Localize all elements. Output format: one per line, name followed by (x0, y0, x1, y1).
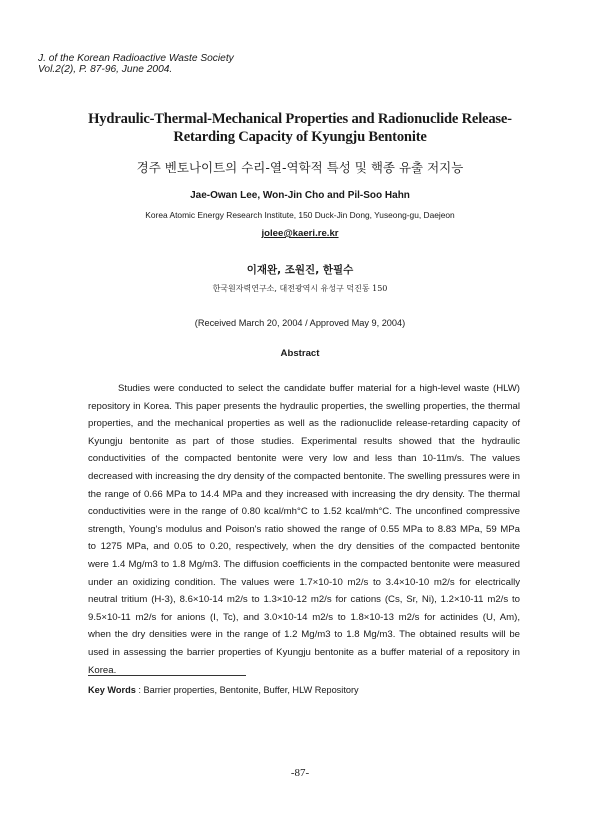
abstract-line: were 1.4 Mg/m3 to 1.8 Mg/m3. The diffusion coefficients in the compacted bentonite were measured (88, 558, 520, 570)
paper-title (40, 110, 560, 146)
abstract-line: conductivities of the compacted bentonite were very low and less than 10-11m/s. The values (88, 453, 520, 465)
abstract-line: 9.5×10-11 m2/s for anions (I, Tc), and 3.0×10-14 m2/s to 1.8×10-13 m2/s for actinides (U, Am), (88, 611, 520, 623)
abstract-line: when the dry densities were in the range of 1.2 Mg/m3 to 1.8 Mg/m3. The obtained results will be (88, 629, 520, 641)
abstract-line: used in assessing the barrier properties of Kyungju bentonite as a buffer material of a repository in (88, 646, 520, 658)
footnote-divider (88, 675, 246, 676)
authors: Jae-Owan Lee, Won-Jin Cho and Pil-Soo Hahn (190, 190, 410, 201)
abstract-line: Studies were conducted to select the candidate buffer material for a high-level waste (HLW) (118, 383, 520, 394)
affiliation: Korea Atomic Energy Research Institute, 150 Duck-Jin Dong, Yuseong-gu, Daejeon (145, 210, 455, 220)
abstract-line: Korea. (88, 664, 117, 676)
abstract-line: under an oxidizing condition. The values were 1.7×10-10 m2/s to 3.4×10-10 m2/s for electrically (88, 576, 520, 588)
email-link[interactable]: jolee@kaeri.re.kr (261, 228, 339, 239)
abstract-line: neutral tritium (H-3), 8.6×10-14 m2/s to 1.3×10-12 m2/s for cations (Cs, Sr, Ni), 1.2×10-11 m2/s to (88, 594, 520, 606)
abstract-line: properties, and the mechanical properties as well as the radionuclide release-retarding capacity of (88, 418, 520, 430)
journal-name: J. of the Korean Radioactive Waste Society (38, 53, 234, 64)
email-link-row (40, 228, 560, 239)
received-dates: (Received March 20, 2004 / Approved May 9, 2004) (194, 318, 406, 328)
keywords-text: : Barrier properties, Bentonite, Buffer, HLW Repository (135, 685, 359, 695)
korean-title: 경주 벤토나이트의 수리-열-역학적 특성 및 핵종 유출 저지능 (136, 160, 464, 175)
abstract-line: the range of 0.66 MPa to 14.4 MPa and they increased with increasing the dry density. The thermal (88, 488, 520, 500)
keywords-label: Key Words (88, 685, 136, 695)
korean-authors: 이재완, 조원진, 한필수 (246, 264, 354, 276)
title-line-1: Hydraulic-Thermal-Mechanical Properties and Radionuclide Release- (88, 111, 512, 127)
abstract-line: conductivities were in the range of 0.80 kcal/mh°C to 1.52 kcal/mh°C. The unconfined compressive (88, 506, 520, 518)
abstract-line: Kyungju bentonite as part of those studies. Experimental results showed that the hydraulic (88, 435, 520, 447)
journal-volume: Vol.2(2), P. 87-96, June 2004. (38, 64, 173, 75)
page-number: -87- (290, 767, 310, 779)
abstract-line: repository in Korea. This paper presents the hydraulic properties, the swelling properties, the thermal (88, 400, 520, 412)
abstract-body (88, 380, 520, 679)
abstract-line: to 1275 MPa, and 0.05 to 0.20, respectively, when the dry densities of the compacted bentonite (88, 541, 520, 553)
keywords (88, 685, 359, 695)
title-line-2: Retarding Capacity of Kyungju Bentonite (173, 129, 427, 145)
korean-affiliation: 한국원자력연구소, 대전광역시 유성구 덕진동 150 (212, 284, 388, 293)
journal-citation (38, 53, 234, 75)
abstract-line: decreased with increasing the dry density of the compacted bentonite. The swelling pressures were in (88, 470, 520, 482)
abstract-line: strength, Young's modulus and Poison's ratio showed the range of 0.55 MPa to 8.83 MPa, 59 MPa (88, 523, 520, 535)
abstract-heading: Abstract (280, 348, 320, 359)
